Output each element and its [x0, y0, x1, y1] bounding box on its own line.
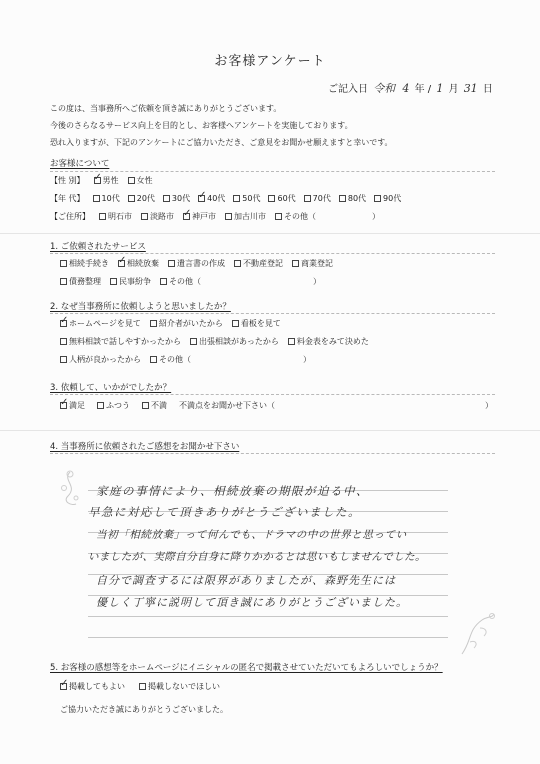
- publish-option[interactable]: [139, 681, 220, 692]
- service-option[interactable]: [60, 258, 109, 269]
- checkbox[interactable]: [190, 338, 197, 345]
- checkbox[interactable]: [150, 320, 157, 327]
- q2-row: [60, 318, 281, 329]
- checkbox[interactable]: [60, 278, 67, 285]
- address-option[interactable]: [183, 211, 216, 222]
- option-label: 50代: [242, 194, 261, 203]
- checkbox[interactable]: [288, 338, 295, 345]
- option-label: 90代: [383, 194, 402, 203]
- reason-option[interactable]: [232, 318, 281, 329]
- age-option[interactable]: [339, 193, 366, 204]
- date-month: 1: [436, 82, 444, 95]
- gender-option-female[interactable]: [128, 175, 153, 186]
- checkbox[interactable]: [163, 195, 170, 202]
- option-label: 20代: [136, 194, 155, 203]
- address-option[interactable]: [225, 211, 266, 222]
- checkbox[interactable]: [60, 402, 67, 409]
- option-label: 30代: [171, 194, 191, 203]
- checkbox[interactable]: [339, 195, 346, 202]
- reason-option[interactable]: [288, 336, 369, 347]
- option-label: その他（ ）: [159, 355, 311, 364]
- q1-row: [60, 258, 333, 269]
- checkbox[interactable]: [128, 177, 135, 184]
- option-label: 80代: [347, 194, 367, 203]
- handwritten-line: 家庭の事情により、相続放棄の期限が迫る中、: [96, 484, 369, 498]
- satisfaction-option[interactable]: [60, 400, 85, 411]
- age-option[interactable]: [198, 193, 225, 204]
- checkbox[interactable]: [99, 213, 106, 220]
- option-label: 債務整理: [69, 277, 101, 286]
- checkbox[interactable]: [168, 260, 175, 267]
- q3-row: [60, 400, 275, 411]
- handwritten-line: いましたが、実際自分自身に降りかかるとは思いもしませんでした。: [88, 551, 426, 563]
- option-label: 掲載してもよい: [69, 682, 125, 691]
- option-label: 40代: [207, 194, 226, 203]
- option-label: 不満: [151, 401, 167, 410]
- page-title: お客様アンケート: [214, 54, 326, 69]
- option-label: 女性: [136, 176, 153, 185]
- q2-heading: 2. なぜ当事務所に依頼しようと思いましたか？: [50, 302, 231, 312]
- checkbox[interactable]: [60, 683, 67, 690]
- intro-line: 恐れ入りますが、下記のアンケートにご協力いただき、ご意見をお聞かせ願えますと幸いです。: [50, 138, 393, 147]
- checkbox[interactable]: [94, 177, 101, 184]
- checkbox[interactable]: [60, 260, 67, 267]
- address-option[interactable]: [141, 211, 174, 222]
- service-option[interactable]: [168, 258, 225, 269]
- date-label: ご記入日: [328, 84, 368, 95]
- option-label: 男性: [102, 176, 119, 185]
- handwritten-line: 優しく丁寧に説明して頂き誠にありがとうございました。: [96, 596, 408, 609]
- date-day-unit: 日: [482, 84, 493, 95]
- checkbox[interactable]: [150, 356, 157, 363]
- age-option[interactable]: [128, 193, 155, 204]
- checkbox[interactable]: [60, 356, 67, 363]
- option-label: 明石市: [108, 212, 132, 221]
- paper-crease: [0, 430, 540, 431]
- gender-label: 【性 別】: [50, 176, 85, 185]
- checkbox[interactable]: [292, 260, 299, 267]
- age-label: 【年 代】: [50, 194, 85, 203]
- entry-date: [328, 80, 493, 96]
- date-year: 4: [402, 82, 410, 95]
- handwritten-line: 早急に対応して頂きありがとうございました。: [88, 505, 361, 519]
- divider: [50, 394, 495, 395]
- paper-crease: [0, 233, 540, 234]
- intro-line: 今後のさらなるサービス向上を目的とし、お客様へアンケートを実施しております。: [50, 121, 353, 130]
- dissatisfied-note-label: 不満点をお聞かせ下さい（: [179, 401, 275, 410]
- floral-ornament: [458, 610, 498, 658]
- option-label: 加古川市: [234, 212, 266, 221]
- handwritten-line: 当初「相続放棄」って何んでも、ドラマの中の世界と思ってい: [96, 529, 407, 541]
- age-option[interactable]: [233, 193, 260, 204]
- age-option[interactable]: [304, 193, 331, 204]
- option-label: 紹介者がいたから: [158, 319, 223, 328]
- date-month-unit: 月: [448, 84, 459, 95]
- option-label: 満足: [69, 401, 85, 410]
- checkbox[interactable]: [128, 195, 135, 202]
- option-label: ふつう: [106, 401, 130, 410]
- q1-row: [60, 276, 321, 287]
- checkbox[interactable]: [233, 195, 240, 202]
- q2-row: [60, 336, 369, 347]
- q2-row: [60, 354, 311, 365]
- floral-ornament: [52, 468, 88, 508]
- reason-option[interactable]: [190, 336, 279, 347]
- address-option[interactable]: [275, 211, 380, 222]
- service-option[interactable]: [234, 258, 283, 269]
- option-label: 掲載しないでほしい: [148, 682, 220, 691]
- age-option[interactable]: [93, 193, 120, 204]
- checkbox[interactable]: [374, 195, 381, 202]
- checkbox[interactable]: [183, 213, 190, 220]
- checkbox[interactable]: [60, 320, 67, 327]
- reason-option[interactable]: [150, 318, 223, 329]
- checkbox[interactable]: [234, 260, 241, 267]
- about-heading: お客様について: [50, 159, 110, 169]
- q1-heading: 1. ご依頼されたサービス: [50, 242, 146, 252]
- checkbox[interactable]: [142, 402, 149, 409]
- q5-row: [60, 681, 220, 692]
- option-label: 70代: [312, 194, 331, 203]
- satisfaction-option[interactable]: [97, 400, 130, 411]
- checkbox[interactable]: [110, 278, 117, 285]
- closing-message: ご協力いただき誠にありがとうございました。: [60, 705, 228, 714]
- age-option[interactable]: [374, 193, 401, 204]
- checkbox[interactable]: [118, 260, 125, 267]
- option-label: 出張相談があったから: [199, 337, 279, 346]
- checkbox[interactable]: [232, 320, 239, 327]
- option-label: 料金表をみて決めた: [296, 337, 369, 346]
- age-option[interactable]: [163, 193, 190, 204]
- option-label: 商業登記: [301, 259, 333, 268]
- age-row: [50, 193, 401, 204]
- option-label: その他（ ）: [284, 212, 380, 221]
- checkbox[interactable]: [275, 213, 282, 220]
- date-day: 31: [463, 82, 478, 95]
- reason-option[interactable]: [150, 354, 311, 365]
- handwritten-line: 自分で調査するには限界がありましたが、森野先生には: [96, 574, 396, 587]
- checkbox[interactable]: [97, 402, 104, 409]
- reason-option[interactable]: [60, 318, 141, 329]
- option-label: 淡路市: [150, 212, 174, 221]
- option-label: 不動産登記: [243, 259, 283, 268]
- option-label: 無料相談で話しやすかったから: [69, 337, 181, 346]
- service-option[interactable]: [292, 258, 333, 269]
- gender-row: [50, 175, 153, 186]
- divider: [50, 171, 495, 172]
- date-era: 令和: [373, 82, 396, 95]
- option-label: 相続手続き: [69, 259, 109, 268]
- publish-option[interactable]: [60, 681, 125, 692]
- service-option[interactable]: [160, 276, 321, 287]
- reason-option[interactable]: [60, 336, 181, 347]
- option-label: ホームページを見て: [69, 319, 141, 328]
- divider: [50, 253, 495, 254]
- option-label: 人柄が良かったから: [69, 355, 141, 364]
- q4-heading: 4. 当事務所に依頼されたご感想をお聞かせ下さい: [50, 442, 240, 452]
- reason-option[interactable]: [60, 354, 141, 365]
- option-label: 神戸市: [192, 212, 216, 221]
- option-label: 10代: [101, 194, 120, 203]
- service-option[interactable]: [110, 276, 151, 287]
- option-label: その他（ ）: [169, 277, 321, 286]
- divider: [50, 453, 495, 454]
- option-label: 看板を見て: [240, 319, 281, 328]
- checkbox[interactable]: [139, 683, 146, 690]
- q5-heading: 5. お客様の感想等をホームページにイニシャルの匿名で掲載させていただいてもよろしいでしょうか？: [50, 663, 443, 673]
- gender-option-male[interactable]: [94, 175, 119, 186]
- checkbox[interactable]: [225, 213, 232, 220]
- age-option[interactable]: [268, 193, 295, 204]
- close-paren: ）: [485, 401, 493, 410]
- date-sep: /: [427, 84, 432, 95]
- checkbox[interactable]: [198, 195, 205, 202]
- checkbox[interactable]: [60, 338, 67, 345]
- date-year-unit: 年: [414, 84, 425, 95]
- divider: [50, 313, 495, 314]
- q3-heading: 3. 依頼して、いかがでしたか？: [50, 383, 172, 393]
- checkbox[interactable]: [160, 278, 167, 285]
- option-label: 60代: [277, 194, 296, 203]
- checkbox[interactable]: [268, 195, 275, 202]
- satisfaction-option[interactable]: [142, 400, 167, 411]
- option-label: 民事紛争: [119, 277, 151, 286]
- checkbox[interactable]: [304, 195, 311, 202]
- address-row: [50, 211, 380, 222]
- checkbox[interactable]: [93, 195, 100, 202]
- address-label: 【ご住所】: [50, 212, 90, 221]
- intro-line: この度は、当事務所へご依頼を頂き誠にありがとうございます。: [50, 104, 282, 113]
- address-option[interactable]: [99, 211, 132, 222]
- checkbox[interactable]: [141, 213, 148, 220]
- option-label: 遺言書の作成: [177, 259, 225, 268]
- service-option[interactable]: [60, 276, 101, 287]
- service-option[interactable]: [118, 258, 159, 269]
- option-label: 相続放棄: [127, 259, 159, 268]
